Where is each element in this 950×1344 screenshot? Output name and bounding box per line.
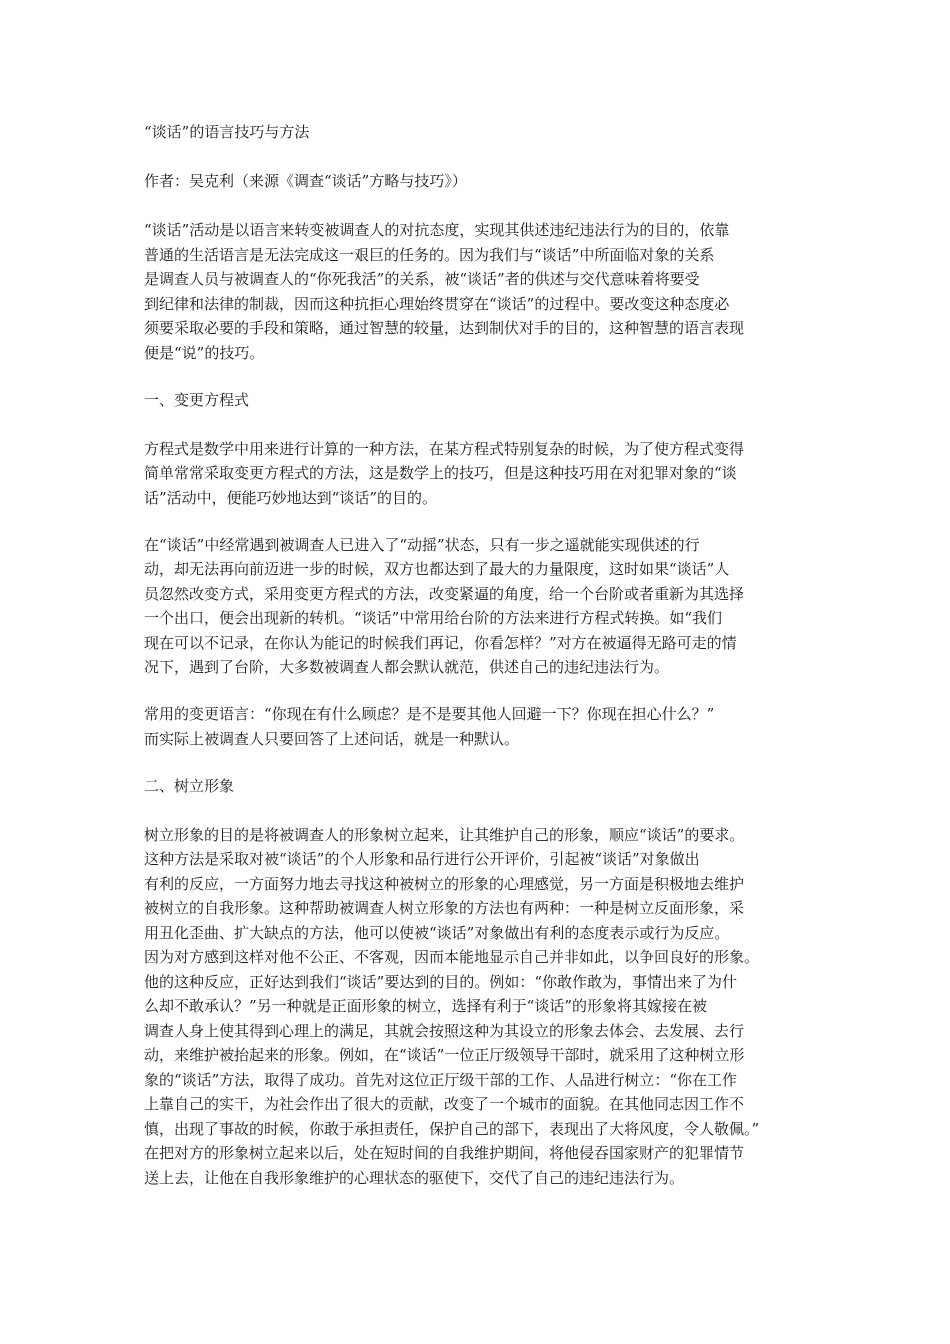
paragraph-line: 常用的变更语言：“你现在有什么顾虑？是不是要其他人回避一下？你现在担心什么？” [144, 705, 715, 723]
paragraph-line: 员忽然改变方式，采用变更方程式的方法，改变紧逼的角度，给一个台阶或者重新为其选择 [144, 584, 745, 603]
paragraph-line: 便是“说”的技巧。 [144, 343, 265, 362]
paragraph-line: 象的“谈话”方法，取得了成功。首先对这位正厅级干部的工作、人品进行树立：“你在工作 [144, 1070, 738, 1089]
paragraph-line: 因为对方感到这样对他不公正、不客观，因而本能地显示自己并非如此，以争回良好的形象。 [144, 948, 760, 966]
paragraph-line: 须要采取必要的手段和策略，通过智慧的较量，达到制伏对手的目的，这种智慧的语言表现 [144, 319, 745, 337]
paragraph-line: 树立形象的目的是将被调查人的形象树立起来，让其维护自己的形象，顺应“谈话”的要求。 [144, 825, 745, 844]
paragraph-line: 上靠自己的实干，为社会作出了很大的贡献，改变了一个城市的面貌。在其他同志因工作不 [144, 1095, 745, 1113]
section-heading-2 [144, 774, 824, 799]
paragraph-line: 用丑化歪曲、扩大缺点的方法，他可以使被“谈话”对象做出有利的态度表示或行为反应。 [144, 923, 730, 942]
section1-paragraph-2 [144, 533, 824, 680]
section1-paragraph-3 [144, 702, 824, 751]
paragraph-line: 他的这种反应，正好达到我们“谈话”要达到的目的。例如：“你敢作敢为，事情出来了为什 [144, 972, 738, 991]
paragraph-line: 在“谈话”中经常遇到被调查人已进入了“动摇”状态，只有一步之遥就能实现供述的行 [144, 535, 700, 554]
paragraph-line: 么却不敢承认？”另一种就是正面形象的树立，选择有利于“谈话”的形象将其嫁接在被 [144, 997, 708, 1015]
section2-paragraph-1 [144, 823, 824, 1191]
paragraph-line: 是调查人员与被调查人的“你死我活”的关系，被“谈话”者的供述与交代意味着将要受 [144, 270, 700, 288]
paragraph-line: 在把对方的形象树立起来以后，处在短时间的自我维护期间，将他侵吞国家财产的犯罪情节 [144, 1144, 745, 1162]
paragraph-line: 调查人身上使其得到心理上的满足，其就会按照这种为其设立的形象去体会、去发展、去行 [144, 1021, 745, 1040]
paragraph-line: 这种方法是采取对被“谈话”的个人形象和品行进行公开评价，引起被“谈话”对象做出 [144, 850, 700, 868]
paragraph-line: 动，却无法再向前迈进一步的时候，双方也都达到了最大的力量限度，这时如果“谈话”人 [144, 560, 730, 578]
author-text: 作者：吴克利（来源《调查“谈话”方略与技巧》） [144, 172, 467, 190]
document-title [144, 120, 824, 145]
paragraph-line: “谈话”活动是以语言来转变被调查人的对抗态度，实现其供述违纪违法行为的目的，依靠 [144, 221, 730, 239]
author-line [144, 169, 824, 194]
paragraph-line: 而实际上被调查人只要回答了上述问话，就是一种默认。 [144, 729, 520, 748]
document-page [144, 120, 824, 1213]
paragraph-line: 送上去，让他在自我形象维护的心理状态的驱使下，交代了自己的违纪违法行为。 [144, 1168, 685, 1187]
intro-paragraph [144, 218, 824, 365]
paragraph-line: 普通的生活语言是无法完成这一艰巨的任务的。因为我们与“谈话”中所面临对象的关系 [144, 245, 715, 264]
paragraph-line: 被树立的自我形象。这种帮助被调查人树立形象的方法也有两种：一种是树立反面形象，采 [144, 899, 745, 917]
paragraph-line: 况下，遇到了台阶，大多数被调查人都会默认就范，供述自己的违纪违法行为。 [144, 658, 670, 676]
paragraph-line: 简单常常采取变更方程式的方法，这是数学上的技巧，但是这种技巧用在对犯罪对象的“谈 [144, 464, 737, 482]
paragraph-line: 到纪律和法律的制裁，因而这种抗拒心理始终贯穿在“谈话”的过程中。要改变这种态度必 [144, 294, 730, 313]
paragraph-line: 话”活动中，便能巧妙地达到“谈话”的目的。 [144, 488, 438, 507]
paragraph-line: 动，来维护被抬起来的形象。例如，在“谈话”一位正厅级领导干部时，就采用了这种树立形 [144, 1046, 745, 1064]
title-text: “谈话”的语言技巧与方法 [144, 123, 310, 141]
paragraph-line: 慎，出现了事故的时候，你敢于承担责任，保护自己的部下，表现出了大将风度，令人敬佩。” [144, 1119, 760, 1138]
heading-text: 一、变更方程式 [144, 390, 250, 409]
paragraph-line: 一个出口，便会出现新的转机。“谈话”中常用给台阶的方法来进行方程式转换。如“我们 [144, 609, 723, 627]
section1-paragraph-1 [144, 437, 824, 511]
section-heading-1 [144, 388, 824, 413]
heading-text: 二、树立形象 [144, 776, 235, 795]
paragraph-line: 方程式是数学中用来进行计算的一种方法，在某方程式特别复杂的时候，为了使方程式变得 [144, 439, 745, 458]
paragraph-line: 现在可以不记录，在你认为能记的时候我们再记，你看怎样？”对方在被逼得无路可走的情 [144, 633, 737, 652]
paragraph-line: 有利的反应，一方面努力地去寻找这种被树立的形象的心理感觉，另一方面是积极地去维护 [144, 874, 745, 893]
